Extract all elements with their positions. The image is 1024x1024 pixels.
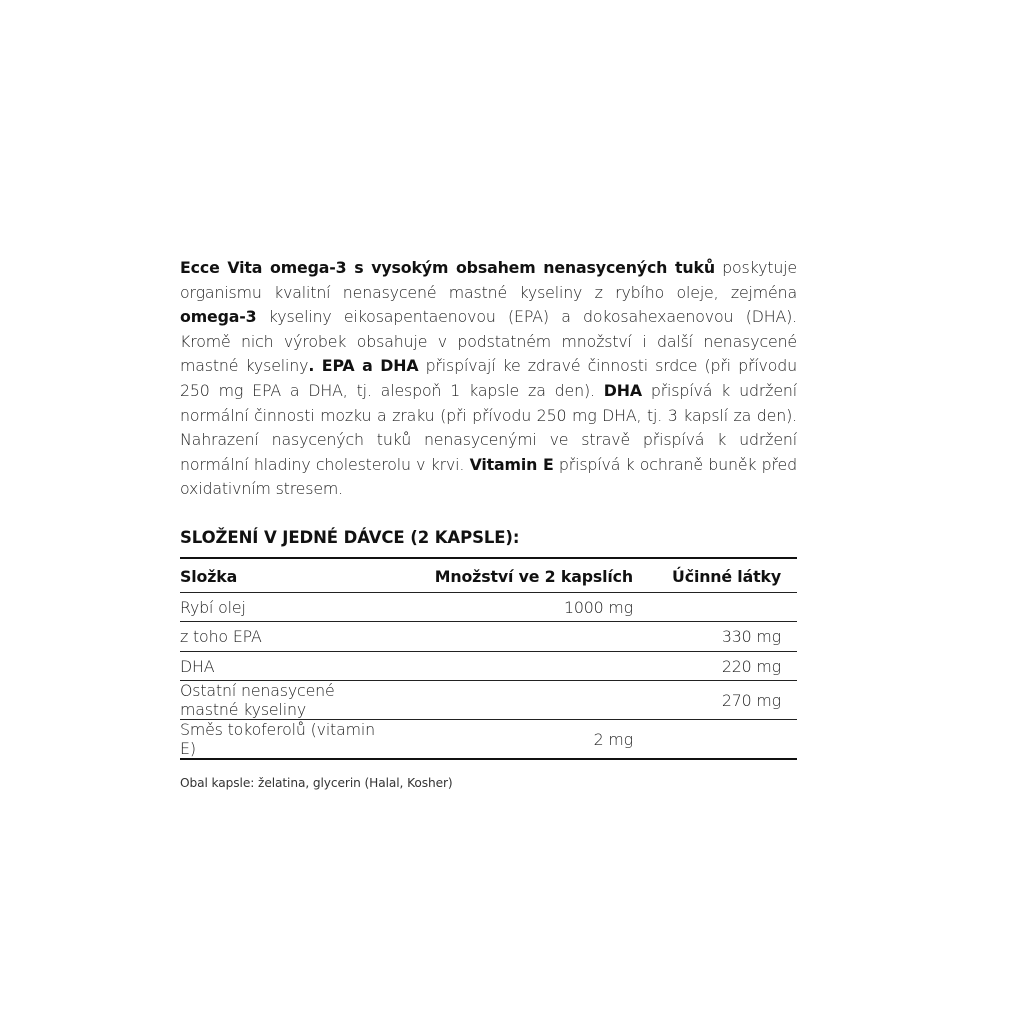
table-row [180,720,797,760]
composition-table [180,557,797,761]
ingredient-cell: Rybí olej [180,592,383,622]
capsule-footnote: Obal kapsle: želatina, glycerin (Halal, Kosher) [180,776,453,791]
active-cell: 220 mg [651,651,797,681]
amount-cell: 2 mg [593,729,633,749]
table-row [180,622,797,652]
ingredient-cell: z toho EPA [180,622,383,652]
composition-heading: SLOŽENÍ V JEDNÉ DÁVCE (2 KAPSLE): [180,527,520,547]
table-row [180,592,797,622]
column-header-ingredient: Složka [180,558,383,593]
table-row [180,681,797,720]
active-cell: 330 mg [651,622,797,652]
column-header-amount: Množství ve 2 kapslích [383,558,651,593]
active-cell [651,720,797,760]
ingredient-cell: DHA [180,651,383,681]
amount-cell [383,651,651,681]
active-cell: 270 mg [651,681,797,720]
ingredient-cell: Směs tokoferolů (vitamin E) [180,720,375,759]
amount-cell [383,622,651,652]
amount-cell: 1000 mg [383,592,651,622]
product-name-bold: Ecce Vita omega-3 s vysokým obsahem nenasycených tuků [180,258,715,277]
table-header-row [180,558,797,593]
product-description: Ecce Vita omega-3 s vysokým obsahem nenasycených tuků poskytuje organismu kvalitní nenasycené mastné kyseliny z rybího oleje, zejména omega-3 kyseliny eikosapentaenovou (EPA) a dokosahexaenovou (DHA). Kromě nich výrobek obsahuje v podstatném množství i další nenasycené mastné kyseliny. EPA a DHA přispívají ke zdravé činnosti srdce (při přívodu 250 mg EPA a DHA, tj. alespoň 1 kapsle za den). DHA přispívá k udržení normální činnosti mozku a zraku (při přívodu 250 mg DHA, tj. 3 kapslí za den). Nahrazení nasycených tuků nenasycenými ve stravě přispívá k udržení normální hladiny cholesterolu v krvi. Vitamin E přispívá k ochraně buněk před oxidativním stresem. [180,258,798,499]
active-cell [651,592,797,622]
ingredient-cell: Ostatní nenasycené mastné kyseliny [180,681,383,720]
column-header-active: Účinné látky [651,558,797,593]
amount-cell [383,681,651,720]
table-row [180,651,797,681]
product-info [180,256,797,790]
